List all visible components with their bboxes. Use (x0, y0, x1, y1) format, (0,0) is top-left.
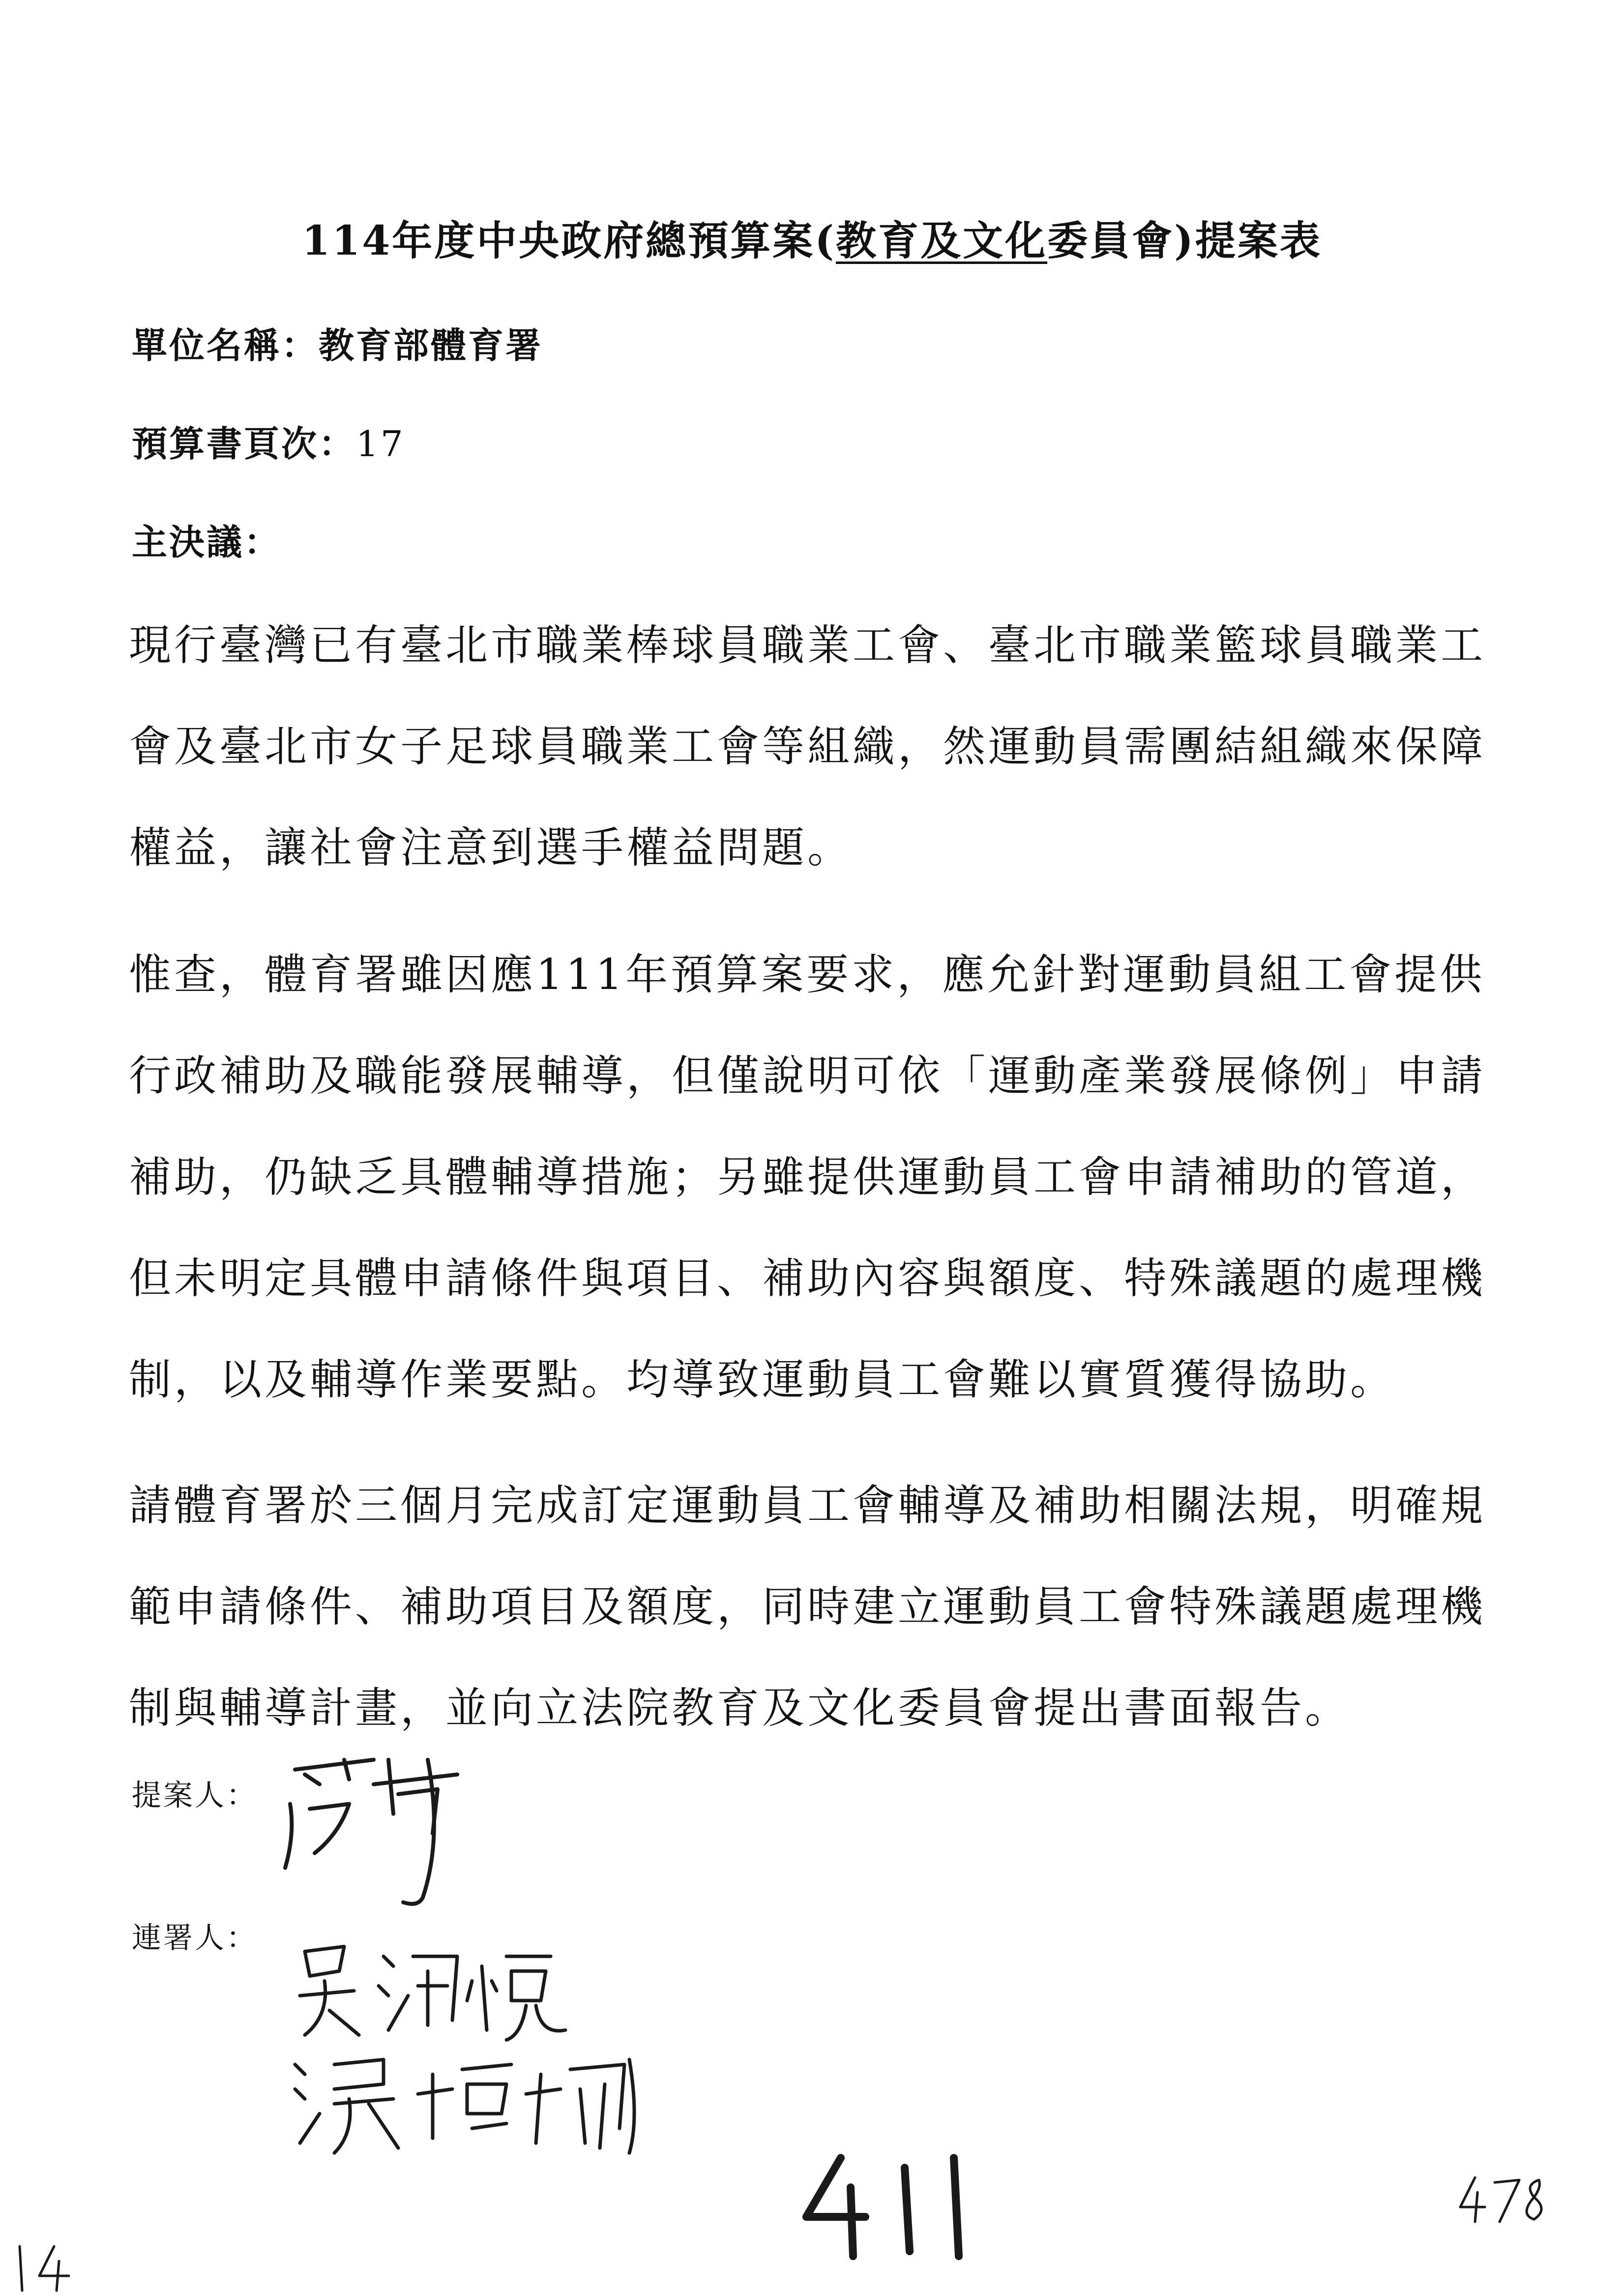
title-prefix: 114年度中央政府總預算案( (302, 217, 836, 264)
resolution-label: 主決議： (132, 521, 282, 563)
handwritten-page-number-right (1455, 2173, 1554, 2227)
budget-page-value: 17 (356, 423, 405, 465)
unit-value: 教育部體育署 (319, 324, 543, 366)
title-suffix: 委員會)提案表 (1047, 217, 1322, 264)
proposer-signature (275, 1740, 482, 1927)
title-committee-underlined: 教育及文化 (836, 217, 1048, 264)
handwritten-page-number-left (10, 2241, 89, 2296)
cosigner-label: 連署人： (132, 1921, 258, 1955)
budget-page-field (132, 415, 405, 466)
paragraph-1: 現行臺灣已有臺北市職業棒球員職業工會、臺北市職業籃球員職業工會及臺北市女子足球員職業工會等組織，然運動員需團結組織來保障權益，讓社會注意到選手權益問題。 (129, 621, 1486, 872)
proposer-label: 提案人： (132, 1778, 258, 1813)
paragraph-2: 惟查，體育署雖因應111年預算案要求，應允針對運動員組工會提供行政補助及職能發展輔導，但僅說明可依「運動產業發展條例」申請補助，仍缺乏具體輔導措施；另雖提供運動員工會申請補助的管道，但未明定具體申請條件與項目、補助內容與額度、特殊議題的處理機制，以及輔導作業要點。均導致運動員工會難以實質獲得協助。 (129, 950, 1486, 1404)
unit-label: 單位名稱： (132, 324, 319, 366)
cosigner-signature-2 (285, 2045, 649, 2163)
handwritten-stamp-number (797, 2153, 993, 2266)
paragraph-3: 請體育署於三個月完成訂定運動員工會輔導及補助相關法規，明確規範申請條件、補助項目及額度，同時建立運動員工會特殊議題處理機制與輔導計畫，並向立法院教育及文化委員會提出書面報告。 (129, 1481, 1486, 1733)
budget-page-label: 預算書頁次： (132, 423, 356, 465)
unit-field (132, 317, 543, 368)
cosigner-signature-1 (295, 1937, 570, 2050)
page-title (0, 209, 1624, 266)
